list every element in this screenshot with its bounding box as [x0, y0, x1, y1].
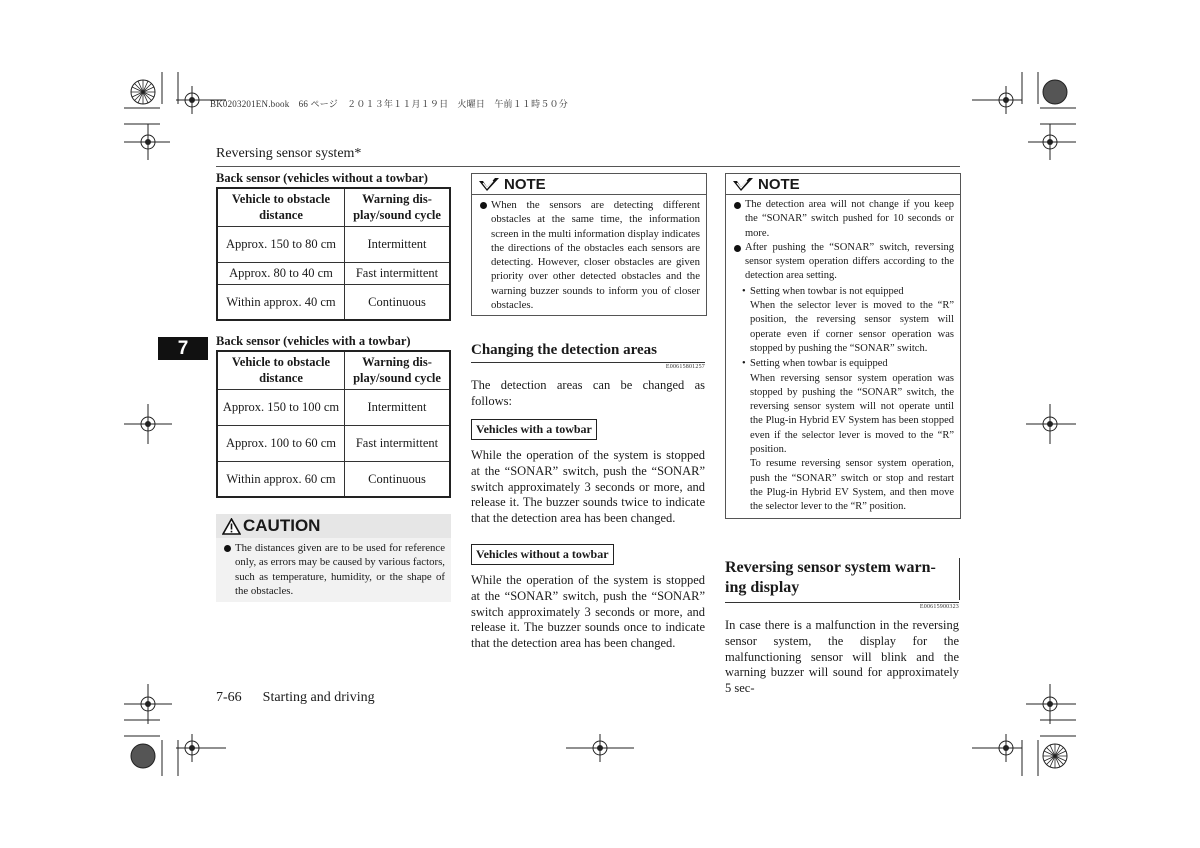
table2-title: Back sensor (vehicles with a towbar): [216, 334, 411, 348]
note2-sub2-text1: When reversing sensor system operation was stopped by pushing the “SONAR” switch, the reversing sensor system will not operate until the Plug-in Hybrid EV System has been stopped even if the selector lever is moved to the “R” position.: [750, 372, 954, 456]
header-rule: [216, 166, 960, 167]
table2: [216, 350, 451, 498]
note2-sub1-text: When the selector lever is moved to the “R” position, the reversing sensor system will operate even if corner sensor operation was stopped by pushing the “SONAR” switch.: [750, 300, 954, 354]
warning-display-text: In case there is a malfunction in the reversing sensor system, the display for the malfunctioning sensor will blink and the warning buzzer will sound for approximately 5 sec-: [725, 618, 959, 696]
table2-cell: Intermittent: [345, 389, 451, 425]
table-row: [217, 425, 450, 461]
note2-sub1-title: Setting when towbar is not equipped: [750, 285, 904, 297]
section-heading-warning-display: [725, 558, 960, 600]
with-towbar-text: While the operation of the system is stopped at the “SONAR” switch, push the “SONAR” switch approximately 3 seconds or more, and release it. The buzzer sounds twice to indicate that the detection area has been changed.: [471, 448, 705, 526]
page-footer: [216, 690, 375, 706]
table1-title: Back sensor (vehicles without a towbar): [216, 171, 428, 185]
note-header-2: [726, 174, 960, 195]
note1-text: When the sensors are detecting different obstacles at the same time, the information screen in the multi information display indicates the directions of the obstacles each sensors are detecting. However, closer obstacles are given priority over other detected obstacles and the warning buzzer sounds to inform you of closer obstacles.: [480, 198, 700, 312]
table-row: [217, 389, 450, 425]
table-row: [217, 262, 450, 284]
caution-title: CAUTION: [243, 516, 321, 535]
note2-sub2: [734, 357, 954, 371]
label-without-towbar: Vehicles without a towbar: [471, 544, 614, 565]
section-rule: [471, 362, 705, 363]
table2-cell: Approx. 100 to 60 cm: [217, 425, 345, 461]
note-header-1: [472, 174, 706, 195]
book-file-info: BK0203201EN.book 66 ページ ２０１３年１１月１９日 火曜日 午前１１時５０分: [210, 99, 568, 109]
label-with-towbar: Vehicles with a towbar: [471, 419, 597, 440]
section-code: E00615801257: [665, 364, 705, 370]
note2-sub2-text2: To resume reversing sensor system operation, push the “SONAR” switch or stop and restart the Plug-in Hybrid EV System, and then move the selector lever to the “R” position.: [750, 458, 954, 513]
table1-cell: Approx. 150 to 80 cm: [217, 226, 345, 262]
table2-cell: Within approx. 60 cm: [217, 461, 345, 497]
note2-item1: The detection area will not change if you keep the “SONAR” switch pushed for 10 seconds or more.: [734, 198, 954, 241]
table1-cell: Intermittent: [345, 226, 451, 262]
footer-section: Starting and driving: [262, 690, 375, 705]
table-row: [217, 284, 450, 320]
change-intro: The detection areas can be changed as follows:: [471, 378, 705, 408]
note-body-2: [726, 195, 960, 518]
table2-header-distance: Vehicle to obstacle distance: [217, 351, 345, 389]
table2-cell: Continuous: [345, 461, 451, 497]
note-title-2: NOTE: [758, 175, 800, 193]
table-row: [217, 226, 450, 262]
note-box-1: [471, 173, 707, 316]
chapter-tab: 7: [158, 337, 208, 360]
note-box-2: [725, 173, 961, 519]
note-title-1: NOTE: [504, 175, 546, 193]
note2-sub1: [734, 285, 954, 299]
sub-bullet: •: [742, 285, 746, 297]
check-note-icon: [732, 177, 754, 192]
table1-header-warning: Warning dis-play/sound cycle: [345, 188, 451, 226]
table1-cell: Continuous: [345, 284, 451, 320]
warning-heading-line1: Reversing sensor system warn-: [725, 559, 936, 576]
page-number: 7-66: [216, 690, 242, 705]
table2-cell: Fast intermittent: [345, 425, 451, 461]
table1-cell: Within approx. 40 cm: [217, 284, 345, 320]
caution-text: The distances given are to be used for reference only, as errors may be caused by various factors, such as temperature, humidity, or the shape of the obstacles.: [224, 541, 445, 598]
table2-header-warning: Warning dis-play/sound cycle: [345, 351, 451, 389]
warning-heading-line2: ing display: [725, 579, 800, 596]
section-heading-change-areas: Changing the detection areas: [471, 342, 657, 358]
section-code: E00615900323: [919, 604, 959, 610]
caution-box: [216, 514, 451, 602]
table1: [216, 187, 451, 321]
caution-header: [216, 514, 451, 538]
table1-cell: Fast intermittent: [345, 262, 451, 284]
section-rule: [725, 602, 959, 603]
note-body-1: [472, 195, 706, 315]
table1-cell: Approx. 80 to 40 cm: [217, 262, 345, 284]
note2-item2: After pushing the “SONAR” switch, reversing sensor system operation differs according to the detection area setting.: [734, 241, 954, 284]
table2-cell: Approx. 150 to 100 cm: [217, 389, 345, 425]
without-towbar-text: While the operation of the system is stopped at the “SONAR” switch, push the “SONAR” switch approximately 3 seconds or more, and release it. The buzzer sounds once to indicate that the detection area has been changed.: [471, 573, 705, 651]
note2-sub2-title: Setting when towbar is equipped: [750, 358, 888, 370]
table1-header-distance: Vehicle to obstacle distance: [217, 188, 345, 226]
table-row: [217, 461, 450, 497]
sub-bullet: •: [742, 358, 746, 370]
caution-body: [216, 538, 451, 602]
warning-triangle-icon: [222, 518, 241, 535]
check-note-icon: [478, 177, 500, 192]
running-head: Reversing sensor system*: [216, 146, 362, 161]
